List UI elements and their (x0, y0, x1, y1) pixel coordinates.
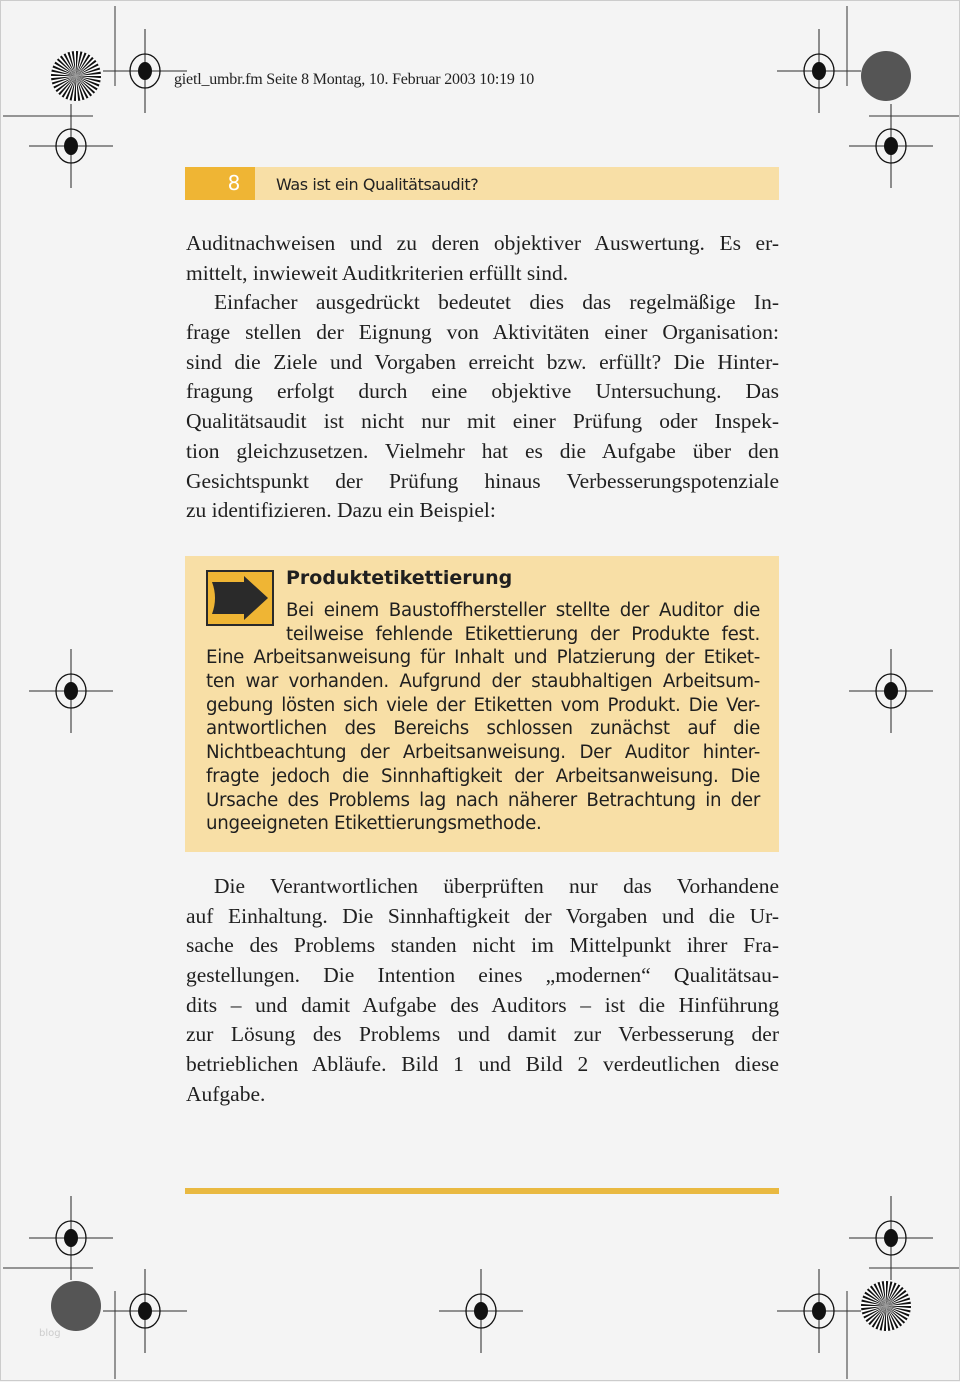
crosshair-dot (138, 1302, 152, 1320)
chapter-title: Was ist ein Qualitätsaudit? (276, 175, 479, 194)
crosshair-dot (884, 682, 898, 700)
text-line: dits – und damit Aufgabe des Auditors – ist die Hinführung (186, 992, 779, 1017)
chapter-number: 8 (185, 167, 255, 200)
chapter-header (185, 167, 779, 200)
text-line: Auditnachweisen und zu deren objektiver Auswertung. Es er- (186, 231, 779, 255)
crosshair-dot (884, 1229, 898, 1247)
text-line: Gesichtspunkt der Prüfung hinaus Verbesserungspotenziale (186, 468, 779, 493)
text-line: Die Verantwortlichen überprüften nur das Vorhandene (214, 874, 779, 898)
example-text-line: gebung lösten sich viele der Etiketten vom Produkt. Die Ver- (206, 694, 760, 716)
example-box (185, 556, 779, 852)
example-text-line: ten war vorhanden. Aufgrund der staubhaltigen Arbeitsum- (206, 671, 760, 693)
crosshair-dot (812, 62, 826, 80)
example-title: Produktetikettierung (286, 567, 513, 589)
crosshair-dot (474, 1302, 488, 1320)
crosshair-dot (64, 682, 78, 700)
text-line: mittelt, inwieweit Auditkriterien erfüllt sind. (186, 260, 569, 285)
text-line: betrieblichen Abläufe. Bild 1 und Bild 2 verdeutlichen diese (186, 1052, 779, 1077)
example-text-line: teilweise fehlende Etikettierung der Produkte fest. (286, 623, 760, 645)
text-line: sind die Ziele und Vorgaben erreicht bzw. erfüllt? Die Hinter- (186, 349, 779, 374)
text-line: frage stellen der Eignung von Aktivitäten einer Organisation: (186, 320, 779, 345)
example-text-line: Bei einem Baustoffhersteller stellte der Auditor die (286, 600, 760, 621)
example-text-line: Eine Arbeitsanweisung für Inhalt und Platzierung der Etiket- (206, 647, 760, 669)
footer-rule (185, 1188, 779, 1194)
print-info-header: gietl_umbr.fm Seite 8 Montag, 10. Februar 2003 10:19 10 (174, 71, 535, 88)
text-line: zu identifizieren. Dazu ein Beispiel: (186, 498, 496, 523)
crosshair-dot (884, 137, 898, 155)
crosshair-dot (138, 62, 152, 80)
example-text-line: Nichtbeachtung der Arbeitsanweisung. Der Auditor hinter- (206, 742, 760, 764)
crosshair-dot (64, 137, 78, 155)
text-line: zur Lösung des Problems und damit zur Verbesserung der (186, 1022, 779, 1047)
example-text-line: antwortlichen des Bereichs schlossen zunächst auf die (206, 718, 760, 740)
body-text-bottom (186, 872, 779, 1110)
example-text-line: Ursache des Problems lag nach näherer Betrachtung in der (206, 789, 760, 811)
gray-target (51, 1281, 101, 1331)
text-line: auf Einhaltung. Die Sinnhaftigkeit der Vorgaben und die Ur- (186, 903, 779, 928)
example-text-line: fragte jedoch die Sinnhaftigkeit der Arbeitsanweisung. Die (206, 765, 760, 787)
gray-target (861, 51, 911, 101)
text-line: gestellungen. Die Intention eines „modernen“ Qualitätsau- (186, 963, 779, 988)
text-line: Einfacher ausgedrückt bedeutet dies das regelmäßige In- (214, 290, 779, 315)
text-line: Qualitätsaudit ist nicht nur mit einer Prüfung oder Inspek- (186, 409, 779, 434)
crosshair-dot (64, 1229, 78, 1247)
text-line: sache des Problems standen nicht im Mittelpunkt ihrer Fra- (186, 933, 779, 958)
example-text (206, 599, 760, 836)
text-line: tion gleichzusetzen. Vielmehr hat es die Aufgabe über den (186, 438, 779, 463)
text-line: Aufgabe. (186, 1081, 266, 1106)
watermark: blog (39, 1328, 61, 1339)
crosshair-dot (812, 1302, 826, 1320)
body-text-top (186, 229, 779, 526)
example-text-line: ungeeigneten Etikettierungsmethode. (206, 813, 542, 835)
text-line: fragung erfolgt durch eine objektive Untersuchung. Das (186, 379, 779, 404)
